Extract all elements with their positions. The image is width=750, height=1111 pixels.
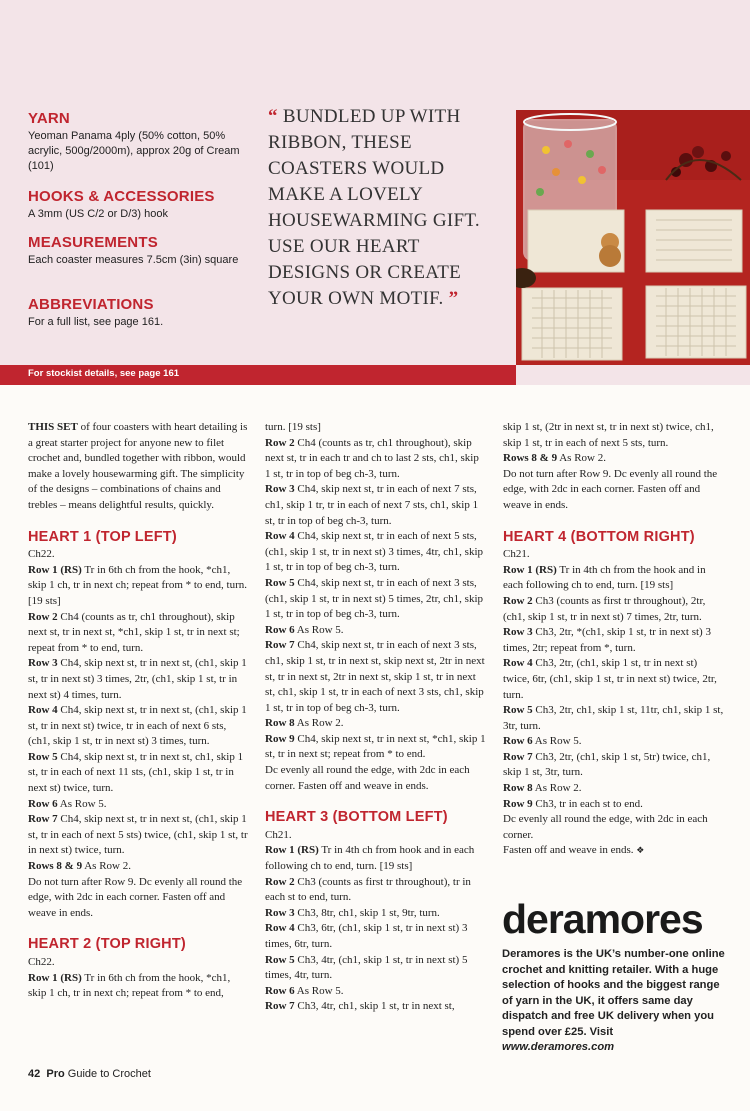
heart2-row-3: Row 3 Ch4, skip next st, tr in each of next 7 sts, ch1, skip 1 tr, tr in each of next 7 sts, ch1, skip 1 st, tr in top of beg ch-3, turn. [265, 483, 479, 527]
heart2-row-9: Row 9 Ch4, skip next st, tr in next st, *ch1, skip 1 st, tr in next st; repeat from * to end. [265, 732, 486, 761]
coasters-photo [516, 110, 750, 365]
stockist-text: For stockist details, see page 161 [28, 368, 180, 379]
pull-quote-text: BUNDLED UP WITH RIBBON, THESE COASTERS WOULD MAKE A LOVELY HOUSEWARMING GIFT. USE OUR HEART DESIGNS OR CREATE YOUR OWN MOTIF. [268, 106, 480, 309]
deramores-advert [502, 895, 727, 1056]
intro-lead: THIS SET [28, 421, 78, 433]
heart1-row-7: Row 7 Ch4, skip next st, tr in next st, (ch1, skip 1 st, tr in each of next 5 sts) twice, (ch1, skip 1 st, tr in next st) twice, turn. [28, 813, 248, 857]
heart4-row-2: Row 2 Ch3 (counts as first tr throughout), 2tr, (ch1, skip 1 st, tr in next st) 7 times, 2tr, turn. [503, 594, 706, 623]
measurements-text: Each coaster measures 7.5cm (3in) square [28, 254, 239, 266]
hooks-text: A 3mm (US C/2 or D/3) hook [28, 208, 168, 220]
heart2-row-6: Row 6 As Row 5. [265, 623, 344, 636]
open-quote-mark: “ [268, 106, 278, 127]
heart4-row-5: Row 5 Ch3, 2tr, ch1, skip 1 st, 11tr, ch1, skip 1 st, 3tr, turn. [503, 704, 724, 732]
heart4-row-6: Row 6 As Row 5. [503, 735, 582, 748]
heart2-row-7: Row 7 Ch4, skip next st, tr in each of next 3 sts, ch1, skip 1 st, tr in next st, skip next st, 2tr in next st, tr in next st, 2tr in next st, skip 1 st, tr in next st, ch1, skip 1 st, tr in each of next 3 sts, ch1, skip 1 st, tr in top of beg ch-3, turn. [265, 639, 485, 714]
heart4-row-3: Row 3 Ch3, 2tr, *(ch1, skip 1 st, tr in next st) 3 times, 2tr; repeat from *, turn. [503, 626, 711, 654]
heart2-title: HEART 2 (TOP RIGHT) [28, 936, 186, 953]
intro-paragraph [28, 420, 250, 514]
heart4-title: HEART 4 (BOTTOM RIGHT) [503, 528, 695, 545]
measurements-title: MEASUREMENTS [28, 234, 158, 251]
heart4-row-1: Row 1 (RS) Tr in 4th ch from the hook and in each following ch to end, turn. [19 sts] [503, 563, 706, 592]
yarn-text: Yeoman Panama 4ply (50% cotton, 50% acrylic, 500g/2000m), approx 20g of Cream (101) [28, 130, 240, 172]
deramores-text: Deramores is the UK’s number-one online crochet and knitting retailer. With a huge selection of hooks and the biggest range of yarn in the UK, it offers same day dispatch and free UK delivery when you spend over £25. Visit www.deramores.com [502, 948, 725, 1053]
magazine-brand: Pro [46, 1068, 65, 1080]
heart3-row-6: Row 6 As Row 5. [265, 984, 344, 997]
heart4-row-7: Row 7 Ch3, 2tr, (ch1, skip 1 st, 5tr) twice, ch1, skip 1 st, 3tr, turn. [503, 750, 711, 779]
heart3-end: Do not turn after Row 9. Dc evenly all round the edge, with 2dc in each corner. Fasten off and weave in ends. [503, 467, 718, 511]
heart1-row-6: Row 6 As Row 5. [28, 797, 107, 810]
pull-quote [268, 104, 500, 312]
heart3-title: HEART 3 (BOTTOM LEFT) [265, 809, 448, 826]
abbreviations-text: For a full list, see page 161. [28, 316, 164, 328]
close-quote-mark: ” [448, 288, 459, 309]
abbreviations-section [28, 296, 248, 330]
measurements-section [28, 234, 248, 268]
heart2-ch: Ch22. [28, 956, 55, 968]
stockist-band [0, 365, 516, 385]
heart4-row-4: Row 4 Ch3, 2tr, (ch1, skip 1 st, tr in next st) twice, 6tr, (ch1, skip 1 st, tr in next st) twice, 2tr, turn. [503, 657, 717, 701]
heart3-row-1: Row 1 (RS) Tr in 4th ch from hook and in each following ch to end, turn. [19 sts] [265, 844, 475, 873]
heart2-row-1-part: Tr in 6th ch from the hook, *ch1, skip 1 ch, tr in next ch; repeat from * to end, [28, 971, 231, 1000]
heart3-row-4: Row 4 Ch3, 6tr, (ch1, skip 1 st, tr in next st) 3 times, 6tr, turn. [265, 922, 468, 950]
deramores-url[interactable]: www.deramores.com [502, 1041, 615, 1053]
heart1-row-3: Row 3 Ch4, skip next st, tr in next st, (ch1, skip 1 st, tr in next st) 3 times, 2tr, (ch1, skip 1 st, tr in next st) 4 times, turn. [28, 657, 247, 701]
heart2-row-8: Row 8 As Row 2. [265, 717, 344, 730]
heart2-row-1: Row 1 (RS) Tr in 6th ch from the hook, *ch1, skip 1 ch, tr in next ch; repeat from * to end, [28, 971, 231, 1000]
column-3 [503, 420, 725, 859]
heart1-title: HEART 1 (TOP LEFT) [28, 528, 177, 545]
end-mark-icon: ❖ [636, 845, 645, 856]
heart3-row-7: Row 7 Ch3, 4tr, ch1, skip 1 st, tr in next st, [265, 1000, 455, 1013]
heart3-row-7-continued: skip 1 st, (2tr in next st, tr in next st) twice, ch1, skip 1 st, tr in each of next 5 sts, turn. [503, 421, 714, 449]
heart1-row-2: Row 2 Ch4 (counts as tr, ch1 throughout), skip next st, tr in next st, *ch1, skip 1 st, tr in next st; repeat from * to end, turn. [28, 610, 240, 654]
coasters-illustration [516, 110, 750, 365]
heart3-row-7-part: Ch3, 4tr, ch1, skip 1 st, tr in next st, [294, 1000, 455, 1013]
heart4-row-9: Row 9 Ch3, tr in each st to end. [503, 797, 643, 810]
heart2-row-2: Row 2 Ch4 (counts as tr, ch1 throughout), skip next st, tr in each tr and ch to last 2 sts, ch1, skip 1 st, tr in top of beg ch-3, turn. [265, 436, 479, 480]
heart3-row-2: Row 2 Ch3 (counts as first tr throughout), tr in each st to end, turn. [265, 875, 471, 904]
heart3-row-5: Row 5 Ch3, 4tr, (ch1, skip 1 st, tr in next st) 5 times, 4tr, turn. [265, 953, 468, 982]
page-footer [28, 1068, 151, 1080]
magazine-title: Guide to Crochet [67, 1068, 151, 1080]
heart2-row-4: Row 4 Ch4, skip next st, tr in each of next 5 sts, (ch1, skip 1 st, tr in next st) 3 times, 4tr, ch1, skip 1 st, tr in top of beg ch-3, turn. [265, 530, 484, 574]
heart2-end: Dc evenly all round the edge, with 2dc in each corner. Fasten off and weave in ends. [265, 764, 470, 792]
heart3-row-8: Rows 8 & 9 As Row 2. [503, 452, 606, 465]
heart1-row-1: Row 1 (RS) Tr in 6th ch from the hook, *ch1, skip 1 ch, tr in next ch; repeat from * to end, turn. [19 sts] [28, 563, 248, 607]
heart1-row-4: Row 4 Ch4, skip next st, tr in next st, (ch1, skip 1 st, tr in next st) twice, tr in each of next 6 sts, (ch1, skip 1 st, tr in next st) 3 times, turn. [28, 704, 247, 748]
heart3-ch: Ch21. [265, 828, 292, 841]
hooks-section [28, 188, 248, 222]
heart4-end-2: Fasten off and weave in ends. ❖ [503, 844, 645, 857]
heart2-row-5: Row 5 Ch4, skip next st, tr in each of next 3 sts, (ch1, skip 1 st, tr in next st) 5 times, 2tr, ch1, skip 1 st, tr in top of beg ch-3, turn. [265, 576, 484, 621]
abbreviations-title: ABBREVIATIONS [28, 296, 154, 313]
heart1-ch: Ch22. [28, 548, 55, 561]
heart4-row-8: Row 8 As Row 2. [503, 782, 582, 795]
column-2 [265, 420, 487, 1015]
page-number: 42 [28, 1068, 41, 1080]
deramores-logo: deramores [502, 896, 703, 942]
hooks-title: HOOKS & ACCESSORIES [28, 188, 215, 205]
yarn-section [28, 110, 248, 174]
heart3-row-3: Row 3 Ch3, 8tr, ch1, skip 1 st, 9tr, turn. [265, 906, 440, 919]
heart1-row-5: Row 5 Ch4, skip next st, tr in next st, ch1, skip 1 st, tr in each of next 11 sts, (ch1, skip 1 st, tr in next st) twice, turn. [28, 750, 244, 795]
heart1-row-8: Rows 8 & 9 As Row 2. [28, 860, 131, 873]
column-1 [28, 420, 250, 1002]
intro-text: of four coasters with heart detailing is a great starter project for anyone new to filet crochet and, bundled together with ribbon, would make a lovely housewarming gift. The simplicity of the designs – combinations of chains and trebles – means delightful results, quickly. [28, 421, 248, 511]
heart4-end: Dc evenly all round the edge, with 2dc in each corner. [503, 813, 708, 841]
heart4-ch: Ch21. [503, 548, 530, 561]
heart2-row-1-continued: turn. [19 sts] [265, 421, 321, 433]
yarn-title: YARN [28, 110, 70, 127]
heart1-end: Do not turn after Row 9. Dc evenly all round the edge, with 2dc in each corner. Fasten off and weave in ends. [28, 875, 243, 919]
